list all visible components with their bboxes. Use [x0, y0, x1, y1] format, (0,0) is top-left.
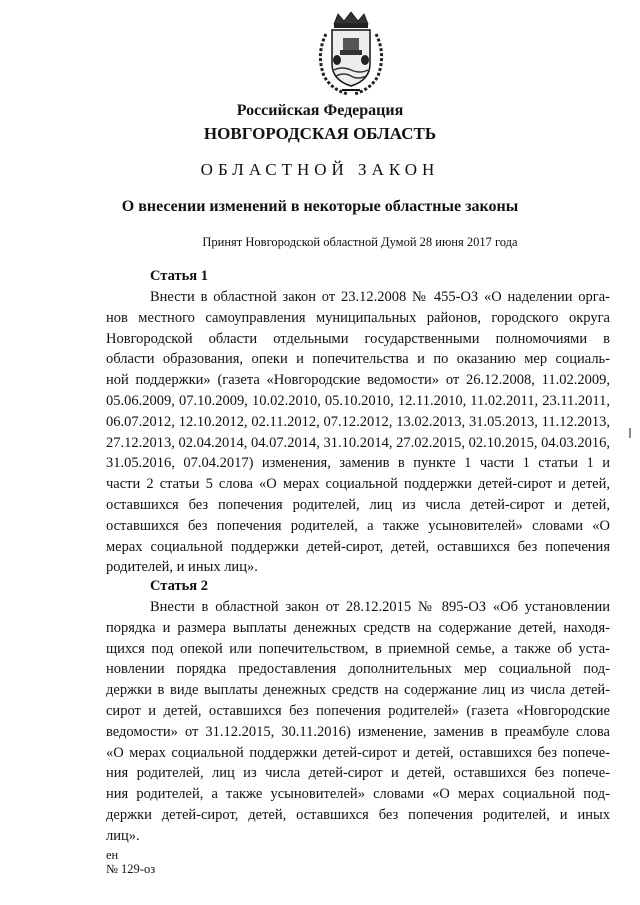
text-line: области образования, опеки и попечительства и по оказанию мер социаль-: [106, 351, 610, 368]
article-2-heading: Статья 2: [150, 578, 208, 594]
region-heading: НОВГОРОДСКАЯ ОБЛАСТЬ: [203, 124, 437, 143]
document-footer: [106, 848, 155, 876]
text-line: ния родителей, а также усыновителей» словами «О мерах социальной под-: [106, 786, 610, 803]
novgorod-coat-of-arms-icon: [312, 10, 390, 96]
text-line: щихся под опекой или попечительством, в приемной семье, а также об уста-: [106, 640, 610, 657]
text-line: части 2 статьи 5 слова «О мерах социальной поддержки детей-сирот и детей,: [106, 476, 610, 493]
article-2-body: [106, 597, 610, 847]
country-heading: Российская Федерация: [236, 102, 404, 119]
text-line: ной поддержки» (газета «Новгородские ведомости» от 26.12.2008, 11.02.2009,: [106, 372, 610, 389]
law-title: О внесении изменений в некоторые областные законы: [121, 198, 519, 215]
text-line: держки в виде выплаты денежных средств на содержание лиц из числа детей-: [106, 682, 610, 699]
text-line: 27.12.2013, 02.04.2014, 04.07.2014, 31.10.2014, 27.02.2015, 02.10.2015, 04.03.2016,: [106, 434, 610, 451]
article-1-heading: Статья 1: [150, 268, 208, 284]
scan-mark: [629, 428, 631, 438]
text-line: держки детей-сирот, детей, оставшихся без попечения родителей, и иных: [106, 806, 610, 823]
text-line: нов местного самоуправления муниципальных районов, городского округа: [106, 309, 610, 326]
text-line: Внести в областной закон от 28.12.2015 № 895-ОЗ «Об установлении: [150, 599, 610, 615]
text-line: порядка и размера выплаты денежных средств на содержание детей, находя-: [106, 619, 610, 636]
text-line: Новгородской области отдельными государственными полномочиями в: [106, 330, 610, 347]
text-line: сирот и детей, оставшихся без попечения родителей» (газета «Новгородские: [106, 702, 610, 719]
article-1-body: [106, 287, 610, 578]
text-line: родителей, и иных лиц».: [106, 559, 258, 576]
text-line: 06.07.2012, 12.10.2012, 02.11.2012, 07.12.2012, 13.02.2013, 31.05.2013, 11.12.2013,: [106, 413, 610, 430]
text-line: ния родителей, лиц из числа детей-сирот и детей, оставшихся без попече-: [106, 765, 610, 782]
text-line: Внести в областной закон от 23.12.2008 № 455-ОЗ «О наделении орга-: [150, 289, 610, 305]
adoption-note: Принят Новгородской областной Думой 28 июня 2017 года: [202, 235, 518, 249]
text-line: «О мерах социальной поддержки детей-сирот и детей, оставшихся без попече-: [106, 744, 610, 761]
text-line: лиц».: [106, 827, 140, 844]
text-line: новлении порядка предоставления дополнительных мер социальной под-: [106, 661, 610, 678]
text-line: 31.05.2016, 07.04.2017) изменения, заменив в пункте 1 части 1 статьи 1 и: [106, 455, 610, 472]
text-line: мерах социальной поддержки детей-сирот, детей, оставшихся без попечения: [106, 538, 610, 555]
text-line: оставшихся без попечения родителей, а также усыновителей» словами «О: [106, 517, 610, 534]
law-number: № 129-оз: [106, 862, 156, 876]
document-type: ОБЛАСТНОЙ ЗАКОН: [200, 160, 440, 179]
text-line: оставшихся без попечения родителей, лиц из числа детей-сирот и детей,: [106, 496, 610, 513]
text-line: 05.06.2009, 07.10.2009, 10.02.2010, 05.10.2010, 12.11.2010, 11.02.2011, 23.11.2011,: [106, 392, 610, 409]
executor-initials: ен: [106, 848, 119, 862]
text-line: ведомости» от 31.12.2015, 30.11.2016) изменение, заменив в преамбуле слова: [106, 723, 610, 740]
